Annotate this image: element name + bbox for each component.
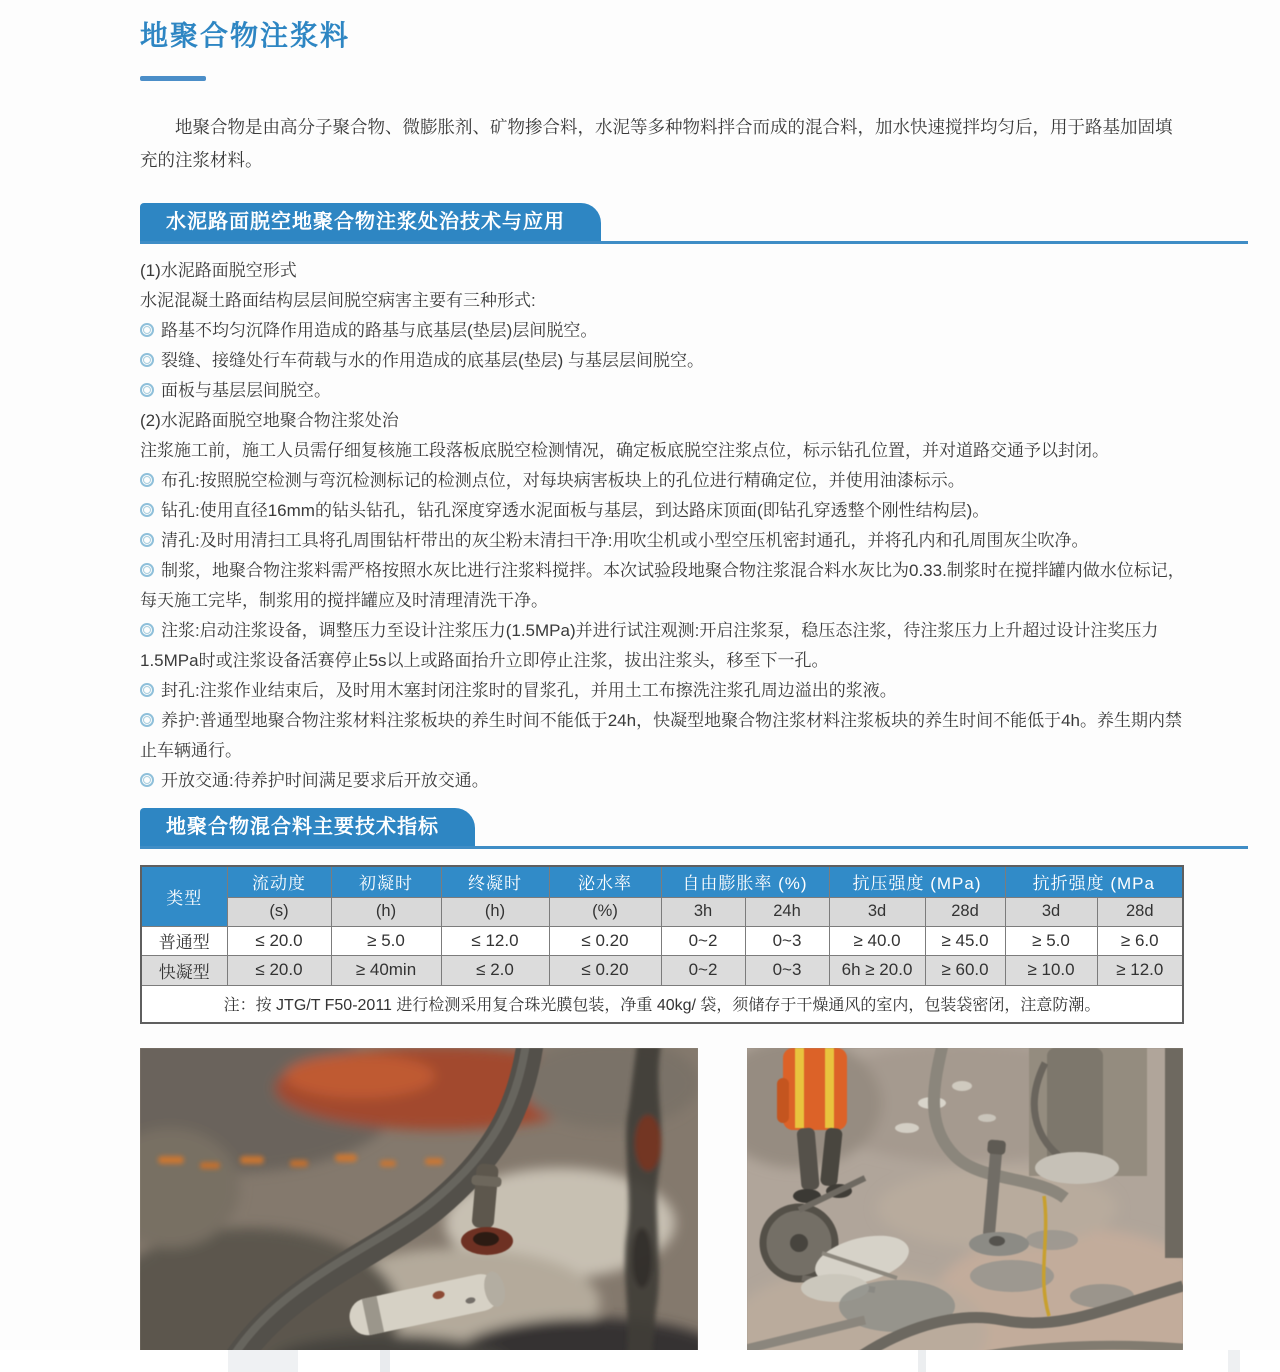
paragraph-text: 布孔:按照脱空检测与弯沉检测标记的检测点位，对每块病害板块上的孔位进行精确定位，并使用油漆标示。	[161, 471, 965, 490]
col-subheader: 3h	[661, 897, 745, 926]
paragraph-text: 封孔:注浆作业结束后，及时用木塞封闭注浆时的冒浆孔，并用土工布擦洗注浆孔周边溢出的浆液。	[161, 681, 897, 700]
table-cell: ≤ 0.20	[549, 926, 661, 955]
table-cell: 0~2	[661, 955, 745, 985]
paragraph	[140, 436, 1192, 466]
table-cell: ≤ 20.0	[227, 955, 331, 985]
paragraph	[140, 286, 1192, 316]
paragraph-text: (1)水泥路面脱空形式	[140, 261, 297, 280]
circle-bullet-icon	[140, 323, 154, 337]
table-row	[141, 955, 1183, 985]
paragraph-text: 清孔:及时用清扫工具将孔周围钻杆带出的灰尘粉末清扫干净:用吹尘机或小型空压机密封通孔，并将孔内和孔周围灰尘吹净。	[161, 531, 1089, 550]
circle-bullet-icon	[140, 473, 154, 487]
paragraph	[140, 496, 1192, 526]
paragraph-text: (2)水泥路面脱空地聚合物注浆处治	[140, 411, 399, 430]
circle-bullet-icon	[140, 533, 154, 547]
paragraph	[140, 526, 1192, 556]
circle-bullet-icon	[140, 773, 154, 787]
table-note: 注：按 JTG/T F50-2011 进行检测采用复合珠光膜包装，净重 40kg/ 袋，须储存于干燥通风的室内，包装袋密闭，注意防潮。	[141, 985, 1183, 1023]
table-cell: 0~3	[745, 926, 829, 955]
col-subheader: (%)	[549, 897, 661, 926]
grouting-site-equipment-photo	[747, 1048, 1183, 1371]
paragraph-text: 养护:普通型地聚合物注浆材料注浆板块的养生时间不能低于24h，快凝型地聚合物注浆材料注浆板块的养生时间不能低于4h。养生期内禁止车辆通行。	[140, 711, 1182, 760]
table-cell: ≤ 12.0	[441, 926, 549, 955]
col-subheader: 28d	[925, 897, 1005, 926]
table-cell: ≥ 6.0	[1097, 926, 1183, 955]
paragraph-text: 注浆施工前，施工人员需仔细复核施工段落板底脱空检测情况，确定板底脱空注浆点位，标示钻孔位置，并对道路交通予以封闭。	[140, 441, 1109, 460]
paragraph	[140, 766, 1192, 796]
col-group-header: 自由膨胀率 (%)	[661, 866, 829, 897]
paragraph-text: 注浆:启动注浆设备，调整压力至设计注浆压力(1.5MPa)并进行试注观测:开启注浆泵，稳压态注浆，待注浆压力上升超过设计注奖压力1.5MPa时或注浆设备活赛停止5s以上或路面抬升立即停止注浆，拔出注浆头，移至下一孔。	[140, 621, 1159, 670]
col-group-header: 抗折强度 (MPa	[1005, 866, 1183, 897]
page-title: 地聚合物注浆料	[140, 20, 351, 51]
col-subheader: (h)	[331, 897, 441, 926]
section-banner-row-specs	[140, 808, 1248, 849]
paragraph	[140, 346, 1192, 376]
paragraph-text: 路基不均匀沉降作用造成的路基与底基层(垫层)层间脱空。	[161, 321, 598, 340]
paragraph	[140, 556, 1192, 616]
paragraph	[140, 616, 1192, 676]
paragraph	[140, 406, 1192, 436]
paragraph	[140, 466, 1192, 496]
table-cell: 0~3	[745, 955, 829, 985]
table-cell: ≥ 45.0	[925, 926, 1005, 955]
circle-bullet-icon	[140, 713, 154, 727]
section-banner-row-process	[140, 203, 1248, 244]
table-cell: ≥ 12.0	[1097, 955, 1183, 985]
col-subheader: 3d	[1005, 897, 1097, 926]
circle-bullet-icon	[140, 683, 154, 697]
paragraph-text: 开放交通:待养护时间满足要求后开放交通。	[161, 771, 489, 790]
table-cell: ≤ 0.20	[549, 955, 661, 985]
paragraph-text: 水泥混凝土路面结构层层间脱空病害主要有三种形式:	[140, 291, 536, 310]
table-cell: ≥ 40min	[331, 955, 441, 985]
circle-bullet-icon	[140, 353, 154, 367]
table-cell: ≥ 40.0	[829, 926, 925, 955]
grouting-site-illustration	[747, 1048, 1183, 1371]
section-banner-specs: 地聚合物混合料主要技术指标	[140, 808, 475, 846]
paragraph	[140, 376, 1192, 406]
col-subheader: (s)	[227, 897, 331, 926]
col-subheader: 3d	[829, 897, 925, 926]
col-header: 流动度	[227, 866, 331, 897]
photo-gallery	[140, 1048, 1185, 1371]
grouting-hole-injection-photo	[140, 1048, 698, 1371]
paragraph	[140, 706, 1192, 766]
table-cell: ≤ 20.0	[227, 926, 331, 955]
col-subheader: 28d	[1097, 897, 1183, 926]
intro-paragraph: 地聚合物是由高分子聚合物、微膨胀剂、矿物掺合料，水泥等多种物料拌合而成的混合料，加水快速搅拌均匀后，用于路基加固填充的注浆材料。	[140, 117, 1173, 170]
table-cell: 6h ≥ 20.0	[829, 955, 925, 985]
page-bottom-cropped-strip	[0, 1350, 1280, 1372]
paragraph	[140, 316, 1192, 346]
col-group-header: 抗压强度 (MPa)	[829, 866, 1005, 897]
paragraph	[140, 676, 1192, 706]
table-cell: ≥ 5.0	[1005, 926, 1097, 955]
table-row	[141, 926, 1183, 955]
table-cell: ≥ 5.0	[331, 926, 441, 955]
section-banner-process: 水泥路面脱空地聚合物注浆处治技术与应用	[140, 203, 601, 241]
circle-bullet-icon	[140, 503, 154, 517]
col-header: 初凝时	[331, 866, 441, 897]
col-header: 泌水率	[549, 866, 661, 897]
paragraph-text: 面板与基层层间脱空。	[161, 381, 331, 400]
circle-bullet-icon	[140, 383, 154, 397]
specs-table	[140, 865, 1184, 1024]
circle-bullet-icon	[140, 563, 154, 577]
process-text-block	[140, 256, 1192, 796]
col-subheader: 24h	[745, 897, 829, 926]
table-note-row	[141, 985, 1183, 1023]
table-cell: ≥ 60.0	[925, 955, 1005, 985]
paragraph	[140, 256, 1192, 286]
paragraph-text: 制浆，地聚合物注浆料需严格按照水灰比进行注浆料搅拌。本次试验段地聚合物注浆混合料水灰比为0.33.制浆时在搅拌罐内做水位标记，每天施工完毕，制浆用的搅拌罐应及时清理清洗干净。	[140, 561, 1185, 610]
paragraph-text: 裂缝、接缝处行车荷载与水的作用造成的底基层(垫层) 与基层层间脱空。	[161, 351, 705, 370]
table-cell: 0~2	[661, 926, 745, 955]
table-cell: ≤ 2.0	[441, 955, 549, 985]
col-header: 终凝时	[441, 866, 549, 897]
title-underline-dash	[140, 76, 206, 81]
row-type-label: 普通型	[141, 926, 227, 955]
circle-bullet-icon	[140, 623, 154, 637]
paragraph-text: 钻孔:使用直径16mm的钻头钻孔，钻孔深度穿透水泥面板与基层，到达路床顶面(即钻孔穿透整个刚性结构层)。	[161, 501, 990, 520]
table-corner-header: 类型	[141, 866, 227, 926]
col-subheader: (h)	[441, 897, 549, 926]
grouting-hole-illustration	[140, 1048, 698, 1371]
row-type-label: 快凝型	[141, 955, 227, 985]
table-cell: ≥ 10.0	[1005, 955, 1097, 985]
